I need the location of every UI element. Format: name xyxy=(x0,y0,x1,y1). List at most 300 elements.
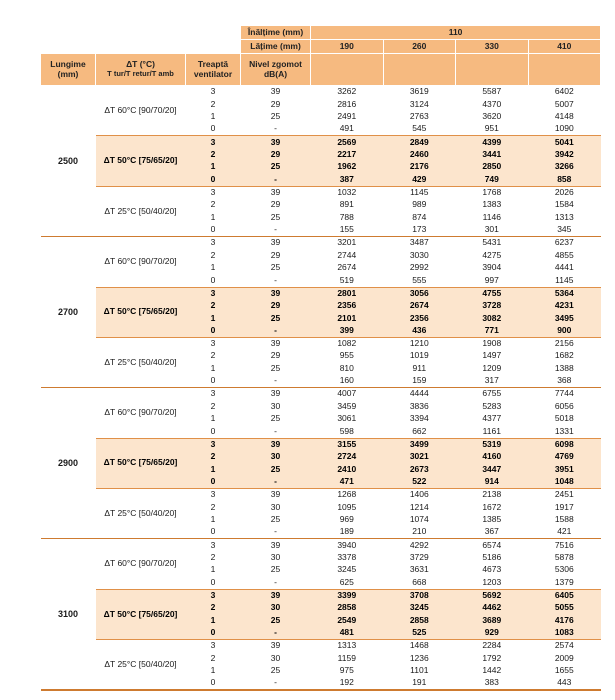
value-cell: 5306 xyxy=(528,564,601,577)
fan-step-cell: 2 xyxy=(186,98,241,111)
noise-cell: 25 xyxy=(241,413,311,426)
value-cell: 1908 xyxy=(456,337,529,350)
value-cell: 3262 xyxy=(311,86,384,99)
value-cell: 5041 xyxy=(528,136,601,149)
value-cell: 1379 xyxy=(528,577,601,590)
value-cell: 1442 xyxy=(456,665,529,678)
value-cell: 1019 xyxy=(383,350,456,363)
value-cell: 2744 xyxy=(311,249,384,262)
value-cell: 2801 xyxy=(311,287,384,300)
value-cell: 1159 xyxy=(311,652,384,665)
value-cell: 3459 xyxy=(311,400,384,413)
delta-t-cell: ΔT 60°C [90/70/20] xyxy=(96,388,186,438)
fan-step-cell: 1 xyxy=(186,514,241,527)
value-cell: 771 xyxy=(456,325,529,338)
value-cell: 874 xyxy=(383,211,456,224)
value-cell: 6405 xyxy=(528,589,601,602)
value-cell: 5587 xyxy=(456,86,529,99)
value-cell: 1584 xyxy=(528,199,601,212)
fan-step-column-header xyxy=(186,54,241,86)
value-cell: 1917 xyxy=(528,501,601,514)
noise-cell: 39 xyxy=(241,287,311,300)
value-cell: 1313 xyxy=(311,640,384,653)
value-cell: 1095 xyxy=(311,501,384,514)
value-cell: 4399 xyxy=(456,136,529,149)
noise-cell: - xyxy=(241,325,311,338)
value-cell: 6755 xyxy=(456,388,529,401)
value-cell: 189 xyxy=(311,526,384,539)
value-cell: 3155 xyxy=(311,438,384,451)
value-cell: 3441 xyxy=(456,148,529,161)
value-cell: 1209 xyxy=(456,363,529,376)
value-cell: 2356 xyxy=(383,312,456,325)
fan-step-cell: 1 xyxy=(186,312,241,325)
value-cell: 3499 xyxy=(383,438,456,451)
table-row xyxy=(41,640,601,653)
value-cell: 969 xyxy=(311,514,384,527)
value-cell: 2858 xyxy=(383,614,456,627)
value-cell: 5186 xyxy=(456,551,529,564)
value-cell: 3631 xyxy=(383,564,456,577)
value-cell: 975 xyxy=(311,665,384,678)
fan-step-cell: 2 xyxy=(186,501,241,514)
value-cell: 3620 xyxy=(456,111,529,124)
value-cell: 1383 xyxy=(456,199,529,212)
value-cell: 317 xyxy=(456,375,529,388)
value-cell: 2217 xyxy=(311,148,384,161)
value-cell: 3904 xyxy=(456,262,529,275)
fan-step-cell: 3 xyxy=(186,86,241,99)
value-cell: 2026 xyxy=(528,186,601,199)
value-cell: 155 xyxy=(311,224,384,237)
width-value-260: 260 xyxy=(383,40,456,54)
fan-step-cell: 2 xyxy=(186,300,241,313)
noise-cell: 25 xyxy=(241,211,311,224)
value-cell: 668 xyxy=(383,577,456,590)
noise-cell: 25 xyxy=(241,564,311,577)
value-cell: 159 xyxy=(383,375,456,388)
fan-step-cell: 0 xyxy=(186,224,241,237)
noise-cell: 25 xyxy=(241,614,311,627)
value-cell: 429 xyxy=(383,174,456,187)
fan-step-cell: 1 xyxy=(186,111,241,124)
noise-cell: 25 xyxy=(241,262,311,275)
value-cell: 900 xyxy=(528,325,601,338)
fan-step-header-line2: ventilator xyxy=(193,68,233,79)
header-row-width xyxy=(41,40,601,54)
value-cell: 3729 xyxy=(383,551,456,564)
noise-header-line2: dB(A) xyxy=(263,68,288,79)
value-cell: 522 xyxy=(383,476,456,489)
value-cell: 1236 xyxy=(383,652,456,665)
value-cell: 345 xyxy=(528,224,601,237)
value-cell: 519 xyxy=(311,274,384,287)
value-cell: 3836 xyxy=(383,400,456,413)
fan-step-cell: 3 xyxy=(186,337,241,350)
value-cell: 3124 xyxy=(383,98,456,111)
value-cell: 173 xyxy=(383,224,456,237)
noise-cell: 39 xyxy=(241,337,311,350)
value-cell: 2549 xyxy=(311,614,384,627)
value-cell: 1145 xyxy=(528,274,601,287)
header-spacer xyxy=(383,54,456,86)
fan-step-cell: 0 xyxy=(186,426,241,439)
value-cell: 1388 xyxy=(528,363,601,376)
value-cell: 5364 xyxy=(528,287,601,300)
table-row xyxy=(41,337,601,350)
value-cell: 749 xyxy=(456,174,529,187)
value-cell: 2460 xyxy=(383,148,456,161)
value-cell: 1768 xyxy=(456,186,529,199)
value-cell: 3378 xyxy=(311,551,384,564)
noise-cell: - xyxy=(241,224,311,237)
value-cell: 383 xyxy=(456,677,529,690)
delta-t-cell: ΔT 25°C [50/40/20] xyxy=(96,337,186,387)
value-cell: 3689 xyxy=(456,614,529,627)
noise-cell: 39 xyxy=(241,640,311,653)
noise-cell: - xyxy=(241,526,311,539)
noise-cell: 30 xyxy=(241,451,311,464)
noise-cell: - xyxy=(241,476,311,489)
value-cell: 1313 xyxy=(528,211,601,224)
noise-cell: 25 xyxy=(241,312,311,325)
value-cell: 1161 xyxy=(456,426,529,439)
value-cell: 4673 xyxy=(456,564,529,577)
value-cell: 6098 xyxy=(528,438,601,451)
value-cell: 7744 xyxy=(528,388,601,401)
fan-step-cell: 1 xyxy=(186,463,241,476)
delta-t-cell: ΔT 25°C [50/40/20] xyxy=(96,640,186,690)
noise-cell: 39 xyxy=(241,86,311,99)
value-cell: 5431 xyxy=(456,237,529,250)
value-cell: 3940 xyxy=(311,539,384,552)
value-cell: 3061 xyxy=(311,413,384,426)
noise-cell: 25 xyxy=(241,363,311,376)
header-spacer xyxy=(41,40,241,54)
fan-step-cell: 0 xyxy=(186,375,241,388)
width-value-330: 330 xyxy=(456,40,529,54)
value-cell: 525 xyxy=(383,627,456,640)
fan-step-header-line1: Treaptă xyxy=(197,58,229,69)
noise-cell: - xyxy=(241,174,311,187)
value-cell: 2763 xyxy=(383,111,456,124)
delta-t-cell: ΔT 50°C [75/65/20] xyxy=(96,438,186,488)
header-row-columns xyxy=(41,54,601,86)
table-row xyxy=(41,287,601,300)
value-cell: 1146 xyxy=(456,211,529,224)
length-cell: 2500 xyxy=(41,86,96,237)
noise-cell: - xyxy=(241,627,311,640)
value-cell: 3021 xyxy=(383,451,456,464)
fan-step-cell: 0 xyxy=(186,174,241,187)
value-cell: 3394 xyxy=(383,413,456,426)
performance-table xyxy=(40,25,601,691)
value-cell: 443 xyxy=(528,677,601,690)
width-value-410: 410 xyxy=(528,40,601,54)
noise-cell: 25 xyxy=(241,665,311,678)
fan-step-cell: 2 xyxy=(186,652,241,665)
value-cell: 1214 xyxy=(383,501,456,514)
value-cell: 2574 xyxy=(528,640,601,653)
fan-step-cell: 3 xyxy=(186,136,241,149)
value-cell: 191 xyxy=(383,677,456,690)
value-cell: 2491 xyxy=(311,111,384,124)
fan-step-cell: 3 xyxy=(186,589,241,602)
value-cell: 997 xyxy=(456,274,529,287)
fan-step-cell: 2 xyxy=(186,249,241,262)
noise-cell: 30 xyxy=(241,652,311,665)
noise-cell: - xyxy=(241,274,311,287)
noise-cell: 30 xyxy=(241,602,311,615)
value-cell: 5692 xyxy=(456,589,529,602)
noise-cell: 25 xyxy=(241,463,311,476)
width-label: Lățime (mm) xyxy=(241,40,311,54)
length-column-header xyxy=(41,54,96,86)
fan-step-cell: 0 xyxy=(186,476,241,489)
noise-cell: - xyxy=(241,677,311,690)
value-cell: 858 xyxy=(528,174,601,187)
value-cell: 3619 xyxy=(383,86,456,99)
value-cell: 1048 xyxy=(528,476,601,489)
length-cell: 2900 xyxy=(41,388,96,539)
value-cell: 625 xyxy=(311,577,384,590)
fan-step-cell: 2 xyxy=(186,350,241,363)
noise-cell: 29 xyxy=(241,300,311,313)
fan-step-cell: 0 xyxy=(186,274,241,287)
value-cell: 491 xyxy=(311,123,384,136)
value-cell: 421 xyxy=(528,526,601,539)
width-value-190: 190 xyxy=(311,40,384,54)
value-cell: 1588 xyxy=(528,514,601,527)
value-cell: 2410 xyxy=(311,463,384,476)
value-cell: 2009 xyxy=(528,652,601,665)
value-cell: 2816 xyxy=(311,98,384,111)
fan-step-cell: 3 xyxy=(186,287,241,300)
header-spacer xyxy=(41,26,241,40)
value-cell: 951 xyxy=(456,123,529,136)
value-cell: 4441 xyxy=(528,262,601,275)
fan-step-cell: 3 xyxy=(186,438,241,451)
value-cell: 1468 xyxy=(383,640,456,653)
value-cell: 6056 xyxy=(528,400,601,413)
value-cell: 989 xyxy=(383,199,456,212)
noise-cell: 29 xyxy=(241,249,311,262)
table-body xyxy=(41,86,601,691)
table-row xyxy=(41,186,601,199)
value-cell: 2569 xyxy=(311,136,384,149)
noise-cell: 29 xyxy=(241,199,311,212)
header-spacer xyxy=(528,54,601,86)
value-cell: 2858 xyxy=(311,602,384,615)
noise-cell: 25 xyxy=(241,514,311,527)
value-cell: 1672 xyxy=(456,501,529,514)
noise-cell: - xyxy=(241,123,311,136)
noise-cell: 39 xyxy=(241,136,311,149)
fan-step-cell: 1 xyxy=(186,564,241,577)
value-cell: 1090 xyxy=(528,123,601,136)
value-cell: 4275 xyxy=(456,249,529,262)
value-cell: 2849 xyxy=(383,136,456,149)
value-cell: 1385 xyxy=(456,514,529,527)
fan-step-cell: 3 xyxy=(186,640,241,653)
value-cell: 2673 xyxy=(383,463,456,476)
value-cell: 436 xyxy=(383,325,456,338)
noise-cell: 29 xyxy=(241,350,311,363)
fan-step-cell: 2 xyxy=(186,148,241,161)
value-cell: 2451 xyxy=(528,489,601,502)
value-cell: 4176 xyxy=(528,614,601,627)
value-cell: 555 xyxy=(383,274,456,287)
value-cell: 2138 xyxy=(456,489,529,502)
value-cell: 5283 xyxy=(456,400,529,413)
value-cell: 4462 xyxy=(456,602,529,615)
value-cell: 1101 xyxy=(383,665,456,678)
value-cell: 545 xyxy=(383,123,456,136)
value-cell: 2992 xyxy=(383,262,456,275)
value-cell: 662 xyxy=(383,426,456,439)
fan-step-cell: 0 xyxy=(186,577,241,590)
value-cell: 955 xyxy=(311,350,384,363)
value-cell: 1682 xyxy=(528,350,601,363)
noise-cell: 39 xyxy=(241,237,311,250)
table-row xyxy=(41,388,601,401)
value-cell: 3082 xyxy=(456,312,529,325)
noise-cell: - xyxy=(241,426,311,439)
value-cell: 6237 xyxy=(528,237,601,250)
value-cell: 367 xyxy=(456,526,529,539)
height-value: 110 xyxy=(311,26,601,40)
fan-step-cell: 3 xyxy=(186,237,241,250)
value-cell: 2674 xyxy=(311,262,384,275)
table-row xyxy=(41,438,601,451)
fan-step-cell: 0 xyxy=(186,526,241,539)
value-cell: 368 xyxy=(528,375,601,388)
fan-step-cell: 0 xyxy=(186,123,241,136)
header-row-height xyxy=(41,26,601,40)
fan-step-cell: 1 xyxy=(186,665,241,678)
noise-cell: - xyxy=(241,577,311,590)
table-row xyxy=(41,136,601,149)
value-cell: 210 xyxy=(383,526,456,539)
value-cell: 3266 xyxy=(528,161,601,174)
value-cell: 3495 xyxy=(528,312,601,325)
value-cell: 2176 xyxy=(383,161,456,174)
value-cell: 3728 xyxy=(456,300,529,313)
value-cell: 1145 xyxy=(383,186,456,199)
value-cell: 3056 xyxy=(383,287,456,300)
value-cell: 1074 xyxy=(383,514,456,527)
delta-t-header-line2: T tur/T retur/T amb xyxy=(107,69,174,79)
noise-cell: 25 xyxy=(241,111,311,124)
delta-t-cell: ΔT 25°C [50/40/20] xyxy=(96,186,186,236)
value-cell: 4444 xyxy=(383,388,456,401)
value-cell: 2674 xyxy=(383,300,456,313)
value-cell: 598 xyxy=(311,426,384,439)
length-header-line2: (mm) xyxy=(57,68,79,79)
fan-step-cell: 1 xyxy=(186,363,241,376)
value-cell: 4370 xyxy=(456,98,529,111)
value-cell: 4855 xyxy=(528,249,601,262)
value-cell: 1210 xyxy=(383,337,456,350)
value-cell: 914 xyxy=(456,476,529,489)
delta-t-cell: ΔT 25°C [50/40/20] xyxy=(96,489,186,539)
value-cell: 4292 xyxy=(383,539,456,552)
value-cell: 4148 xyxy=(528,111,601,124)
value-cell: 3245 xyxy=(311,564,384,577)
delta-t-cell: ΔT 60°C [90/70/20] xyxy=(96,237,186,287)
value-cell: 911 xyxy=(383,363,456,376)
value-cell: 481 xyxy=(311,627,384,640)
fan-step-cell: 3 xyxy=(186,186,241,199)
value-cell: 5018 xyxy=(528,413,601,426)
delta-t-cell: ΔT 60°C [90/70/20] xyxy=(96,86,186,136)
fan-step-cell: 0 xyxy=(186,677,241,690)
delta-t-header-line1: ΔT (°C) xyxy=(126,59,155,70)
value-cell: 4755 xyxy=(456,287,529,300)
value-cell: 2101 xyxy=(311,312,384,325)
delta-t-cell: ΔT 50°C [75/65/20] xyxy=(96,287,186,337)
value-cell: 2156 xyxy=(528,337,601,350)
value-cell: 4231 xyxy=(528,300,601,313)
value-cell: 1331 xyxy=(528,426,601,439)
noise-cell: 29 xyxy=(241,98,311,111)
value-cell: 1792 xyxy=(456,652,529,665)
fan-step-cell: 0 xyxy=(186,325,241,338)
noise-cell: 25 xyxy=(241,161,311,174)
fan-step-cell: 3 xyxy=(186,489,241,502)
noise-cell: 29 xyxy=(241,148,311,161)
fan-step-cell: 2 xyxy=(186,400,241,413)
noise-cell: 30 xyxy=(241,501,311,514)
value-cell: 5878 xyxy=(528,551,601,564)
value-cell: 1203 xyxy=(456,577,529,590)
value-cell: 1655 xyxy=(528,665,601,678)
fan-step-cell: 0 xyxy=(186,627,241,640)
value-cell: 5007 xyxy=(528,98,601,111)
length-cell: 3100 xyxy=(41,539,96,690)
length-header-line1: Lungime xyxy=(50,58,86,69)
value-cell: 399 xyxy=(311,325,384,338)
noise-column-header xyxy=(241,54,311,86)
value-cell: 3708 xyxy=(383,589,456,602)
value-cell: 1268 xyxy=(311,489,384,502)
noise-cell: 39 xyxy=(241,589,311,602)
fan-step-cell: 2 xyxy=(186,451,241,464)
value-cell: 6402 xyxy=(528,86,601,99)
value-cell: 387 xyxy=(311,174,384,187)
delta-t-cell: ΔT 60°C [90/70/20] xyxy=(96,539,186,589)
value-cell: 1497 xyxy=(456,350,529,363)
noise-cell: 39 xyxy=(241,438,311,451)
value-cell: 788 xyxy=(311,211,384,224)
value-cell: 3399 xyxy=(311,589,384,602)
value-cell: 1083 xyxy=(528,627,601,640)
value-cell: 471 xyxy=(311,476,384,489)
value-cell: 810 xyxy=(311,363,384,376)
value-cell: 3951 xyxy=(528,463,601,476)
value-cell: 192 xyxy=(311,677,384,690)
header-spacer xyxy=(311,54,384,86)
fan-step-cell: 1 xyxy=(186,211,241,224)
length-cell: 2700 xyxy=(41,237,96,388)
delta-t-column-header xyxy=(96,54,186,86)
fan-step-cell: 1 xyxy=(186,413,241,426)
table-row xyxy=(41,589,601,602)
noise-cell: 30 xyxy=(241,551,311,564)
value-cell: 5055 xyxy=(528,602,601,615)
table-header xyxy=(41,26,601,86)
noise-cell: 39 xyxy=(241,489,311,502)
